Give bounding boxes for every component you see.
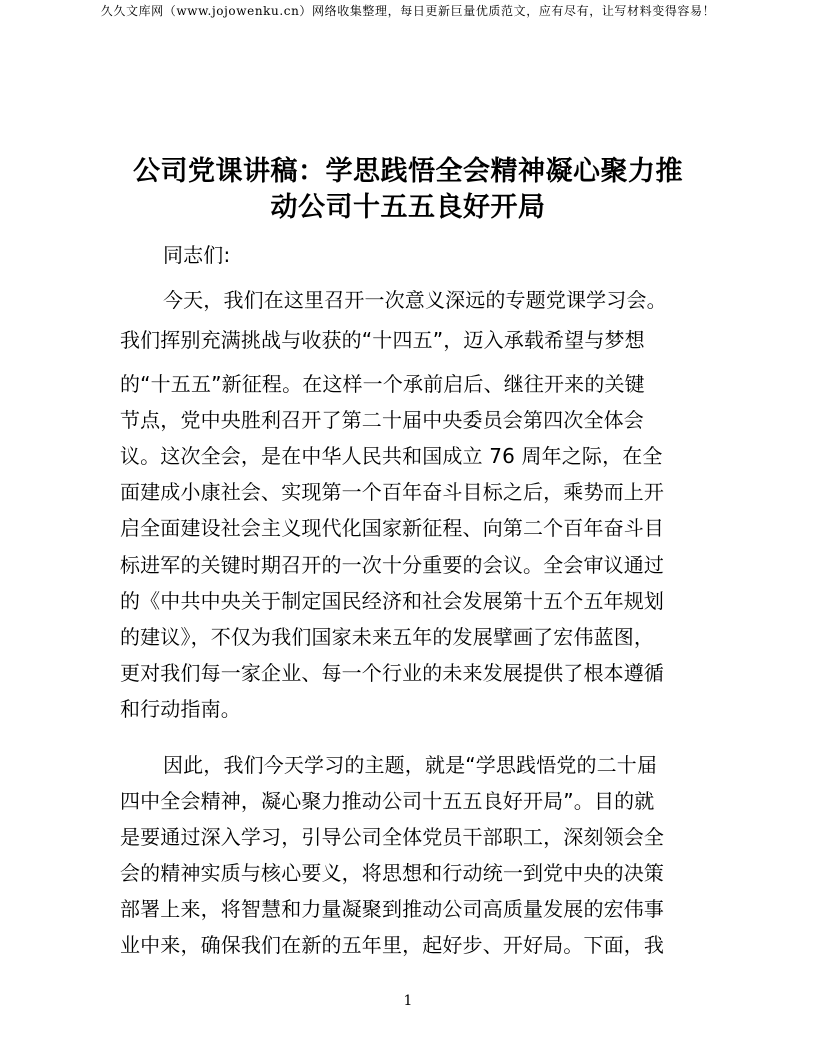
paragraph-2-line: 业中来，确保我们在新的五年里，起好步、开好局。下面，我 [120,933,665,957]
paragraph-1-line: 面建成小康社会、实现第一个百年奋斗目标之后，乘势而上开 [120,480,665,504]
paragraph-1-line: 的建议》，不仅为我们国家未来五年的发展擘画了宏伟蓝图， [120,625,655,649]
document-title-line-2: 动公司十五五良好开局 [270,192,546,223]
paragraph-1-line: 的《中共中央关于制定国民经济和社会发展第十五个五年规划 [120,589,665,613]
paragraph-1-line: 更对我们每一家企业、每一个行业的未来发展提供了根本遵循 [120,661,665,685]
page-number: 1 [403,993,413,1009]
document-title-line-1: 公司党课讲稿：学思践悟全会精神凝心聚力推 [133,156,683,187]
paragraph-2-line: 四中全会精神，凝心聚力推动公司十五五良好开局”。目的就 [120,789,655,813]
paragraph-1-line: 我们挥别充满挑战与收获的“十四五”，迈入承载希望与梦想 [120,328,645,352]
paragraph-2-line: 因此，我们今天学习的主题，就是“学思践悟党的二十届 [163,753,658,777]
source-watermark-note: 久久文库网（www.jojowenku.cn）网络收集整理，每日更新巨量优质范文，应有尽有，让写材料变得容易！ [100,4,716,18]
paragraph-1-line: 和行动指南。 [120,697,241,721]
paragraph-1-line: 今天，我们在这里召开一次意义深远的专题党课学习会。 [163,288,667,312]
paragraph-1-line: 议。这次全会，是在中华人民共和国成立 76 周年之际，在全 [120,444,663,468]
paragraph-2-line: 部署上来，将智慧和力量凝聚到推动公司高质量发展的宏伟事 [120,897,665,921]
paragraph-2-line: 是要通过深入学习，引导公司全体党员干部职工，深刻领会全 [120,825,665,849]
paragraph-1-line: 节点，党中央胜利召开了第二十届中央委员会第四次全体会 [120,408,644,432]
salutation: 同志们: [163,243,231,267]
paragraph-1-line: 标进军的关键时期召开的一次十分重要的会议。全会审议通过 [120,553,665,577]
paragraph-2-line: 会的精神实质与核心要义，将思想和行动统一到党中央的决策 [120,861,665,885]
paragraph-1-line: 启全面建设社会主义现代化国家新征程、向第二个百年奋斗目 [120,516,665,540]
paragraph-1-line: 的“十五五”新征程。在这样一个承前启后、继往开来的关键 [120,372,645,396]
